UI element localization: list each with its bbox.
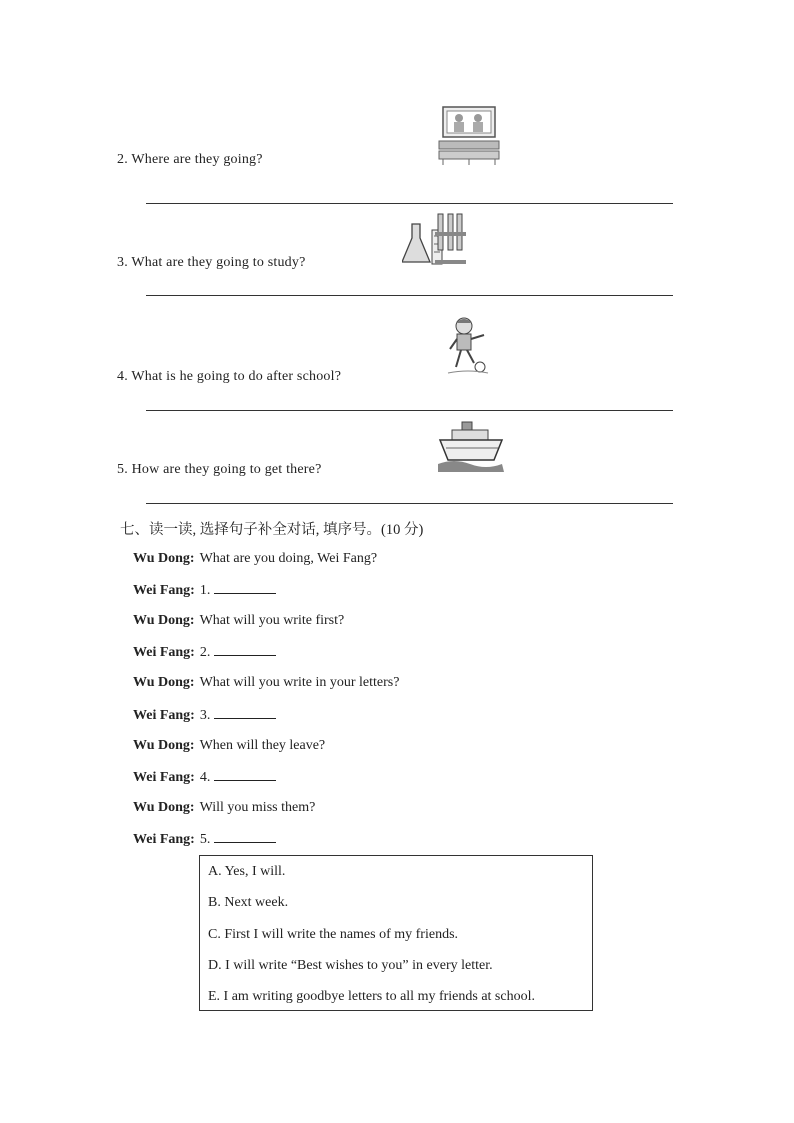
answer-line-4[interactable]: [146, 410, 673, 411]
dialogue-line: [133, 769, 276, 786]
dialogue-line: [133, 800, 315, 816]
speaker: Wu Dong:: [133, 551, 195, 566]
dialogue-line: [133, 582, 276, 599]
answer-blank-1[interactable]: [214, 582, 276, 594]
speaker: Wu Dong:: [133, 738, 195, 753]
speaker: Wei Fang:: [133, 708, 195, 723]
question-5: 5. How are they going to get there?: [117, 462, 322, 477]
utterance: What will you write in your letters?: [199, 675, 400, 690]
speaker: Wei Fang:: [133, 832, 195, 847]
speaker: Wu Dong:: [133, 800, 195, 815]
question-3: 3. What are they going to study?: [117, 255, 306, 270]
utterance: What will you write first?: [199, 613, 345, 628]
answer-blank-3[interactable]: [214, 707, 276, 719]
question-2: 2. Where are they going?: [117, 152, 263, 167]
ship-icon: [438, 418, 504, 476]
dialogue-line: [133, 644, 276, 661]
option-a: A. Yes, I will.: [208, 864, 286, 879]
utterance: 4.: [199, 770, 211, 785]
utterance: 3.: [199, 708, 211, 723]
utterance: 5.: [199, 832, 211, 847]
speaker: Wu Dong:: [133, 675, 195, 690]
option-c: C. First I will write the names of my friends.: [208, 927, 459, 942]
cinema-icon: [437, 105, 501, 167]
dialogue-line: [133, 613, 344, 629]
dialogue-line: [133, 738, 325, 754]
answer-blank-4[interactable]: [214, 769, 276, 781]
options-box: [199, 855, 593, 1011]
section-title: 七、读一读, 选择句子补全对话, 填序号。(10 分): [120, 522, 424, 538]
utterance: 1.: [199, 583, 211, 598]
answer-line-3[interactable]: [146, 295, 673, 296]
option-e: E. I am writing goodbye letters to all my friends at school.: [208, 989, 535, 1004]
boy-football-icon: [444, 315, 492, 377]
answer-blank-5[interactable]: [214, 831, 276, 843]
question-4: 4. What is he going to do after school?: [117, 369, 342, 384]
speaker: Wei Fang:: [133, 645, 195, 660]
dialogue-line: [133, 675, 399, 691]
answer-line-5[interactable]: [146, 503, 673, 504]
option-b: B. Next week.: [208, 895, 289, 910]
utterance: 2.: [199, 645, 211, 660]
option-d: D. I will write “Best wishes to you” in every letter.: [208, 958, 493, 973]
utterance: When will they leave?: [199, 738, 326, 753]
dialogue-line: [133, 831, 276, 848]
answer-blank-2[interactable]: [214, 644, 276, 656]
utterance: Will you miss them?: [199, 800, 316, 815]
dialogue-line: [133, 707, 276, 724]
speaker: Wu Dong:: [133, 613, 195, 628]
answer-line-2[interactable]: [146, 203, 673, 204]
speaker: Wei Fang:: [133, 770, 195, 785]
dialogue-line: [133, 551, 377, 567]
science-lab-icon: [402, 210, 468, 268]
speaker: Wei Fang:: [133, 583, 195, 598]
utterance: What are you doing, Wei Fang?: [199, 551, 378, 566]
